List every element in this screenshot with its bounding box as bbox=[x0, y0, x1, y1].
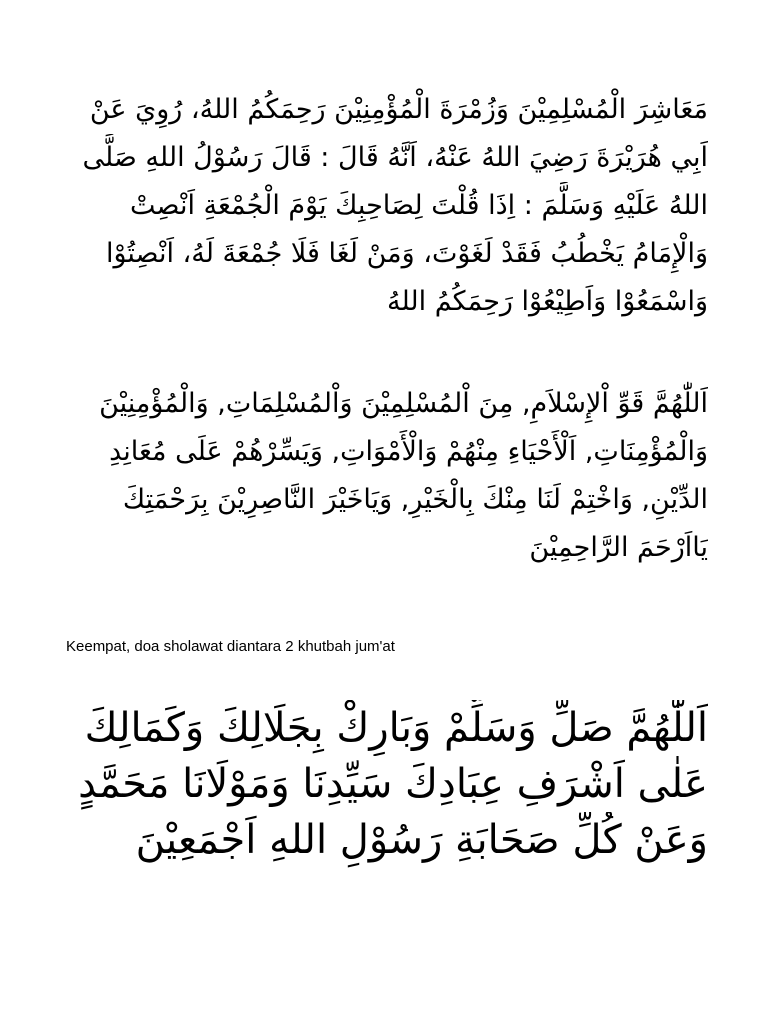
arabic-text-line: اَبِي هُرَيْرَةَ رَضِيَ اللهُ عَنْهُ، اَنَّهُ قَالَ : قَالَ رَسُوْلُ اللهِ صَلَّى bbox=[82, 142, 708, 173]
arabic-text-line: وَاسْمَعُوْا وَاَطِيْعُوْا رَحِمَكُمُ اللهُ bbox=[386, 286, 708, 317]
arabic-text-line: يَااَرْحَمَ الرَّاحِمِيْنَ bbox=[529, 532, 708, 563]
arabic-text-line: وَعَنْ كُلِّ صَحَابَةِ رَسُوْلِ اللهِ اَجْمَعِيْنَ bbox=[135, 817, 708, 863]
arabic-text-line: اَللّٰهُمَّ قَوِّ اْلإِسْلاَمِ, مِنَ اْلمُسْلِمِيْنَ وَاْلمُسْلِمَاتِ, وَالْمُؤْمِنِيْنَ bbox=[99, 388, 708, 419]
arabic-text-line: وَالْمُؤْمِنَاتِ, اَلْأَحْيَاءِ مِنْهُمْ وَالْأَمْوَاتِ, وَيَسِّرْهُمْ عَلَى مُعَانِدِ bbox=[109, 436, 708, 467]
arabic-text-line: اللهُ عَلَيْهِ وَسَلَّمَ : اِذَا قُلْتَ لِصَاحِبِكَ يَوْمَ الْجُمْعَةِ اَنْصِتْ bbox=[130, 190, 708, 221]
arabic-text-line: مَعَاشِرَ الْمُسْلِمِيْنَ وَزُمْرَةَ الْمُؤْمِنِيْنَ رَحِمَكُمُ اللهُ، رُوِيَ عَنْ bbox=[89, 94, 708, 125]
arabic-paragraph-sholawat bbox=[70, 700, 708, 868]
arabic-paragraph-doa bbox=[70, 380, 708, 572]
section-caption: Keempat, doa sholawat diantara 2 khutbah jum'at bbox=[66, 638, 395, 655]
arabic-paragraph-hadith bbox=[70, 86, 708, 326]
arabic-text-line: الدِّيْنِ, وَاخْتِمْ لَنَا مِنْكَ بِالْخَيْرِ, وَيَاخَيْرَ النَّاصِرِيْنَ بِرَحْمَتِكَ bbox=[122, 484, 708, 515]
arabic-text-line: وَالْإِمَامُ يَخْطُبُ فَقَدْ لَغَوْتَ، وَمَنْ لَغَا فَلَا جُمْعَةَ لَهُ، اَنْصِتُوْا bbox=[105, 238, 708, 269]
arabic-text-line: عَلٰى اَشْرَفِ عِبَادِكَ سَيِّدِنَا وَمَوْلَانَا مَحَمَّدٍ bbox=[78, 761, 708, 807]
arabic-text-line: اَللّٰهُمَّ صَلِّ وَسَلِّمْ وَبَارِكْ بِجَلَالِكَ وَكَمَالِكَ bbox=[84, 705, 708, 751]
